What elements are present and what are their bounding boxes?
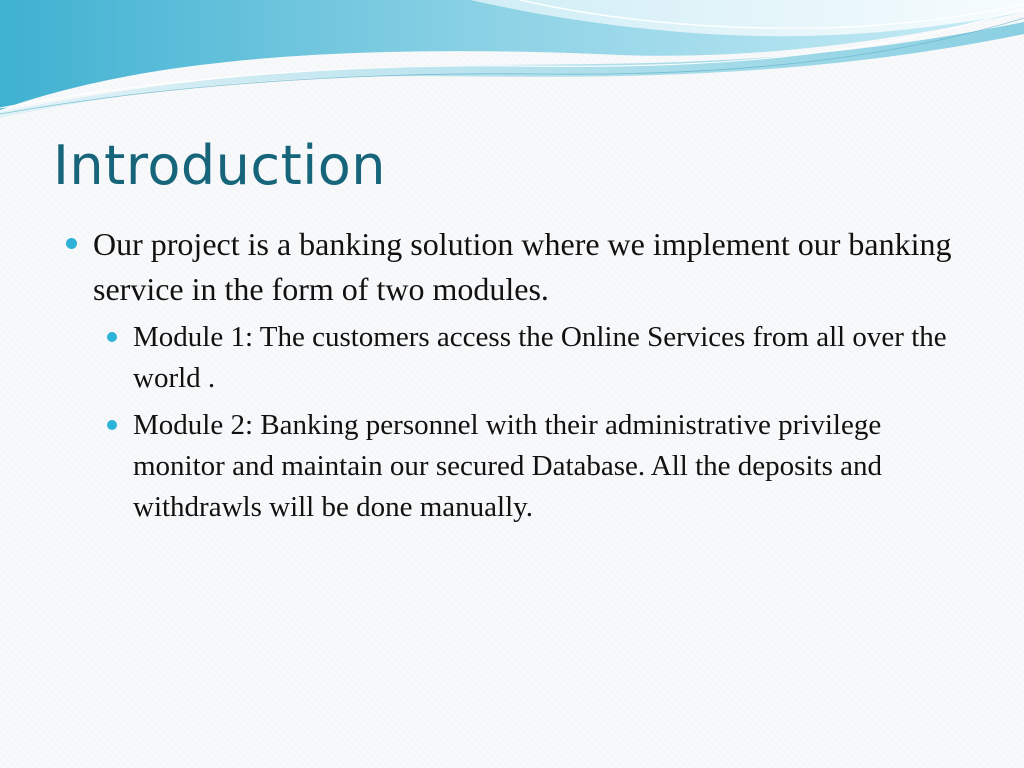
sub-bullet-module-1	[133, 317, 963, 399]
bullet-text: Our project is a banking solution where we implement our banking service in the form of two modules.	[93, 226, 952, 307]
slide-title: Introduction	[53, 134, 387, 197]
bullet-list	[0, 222, 1024, 528]
sub-bullet-text: Module 2: Banking personnel with their administrative privilege monitor and maintain our secured Database. All the deposits and withdrawls will be done manually.	[133, 409, 882, 523]
bullet-item-project	[93, 222, 973, 312]
sub-bullet-module-2	[133, 405, 963, 528]
sub-bullet-text: Module 1: The customers access the Online Services from all over the world .	[133, 321, 947, 394]
bullet-dot-icon	[66, 238, 77, 249]
bullet-dot-icon	[107, 420, 117, 430]
wave-header-decoration	[0, 0, 1024, 120]
bullet-dot-icon	[107, 332, 117, 342]
